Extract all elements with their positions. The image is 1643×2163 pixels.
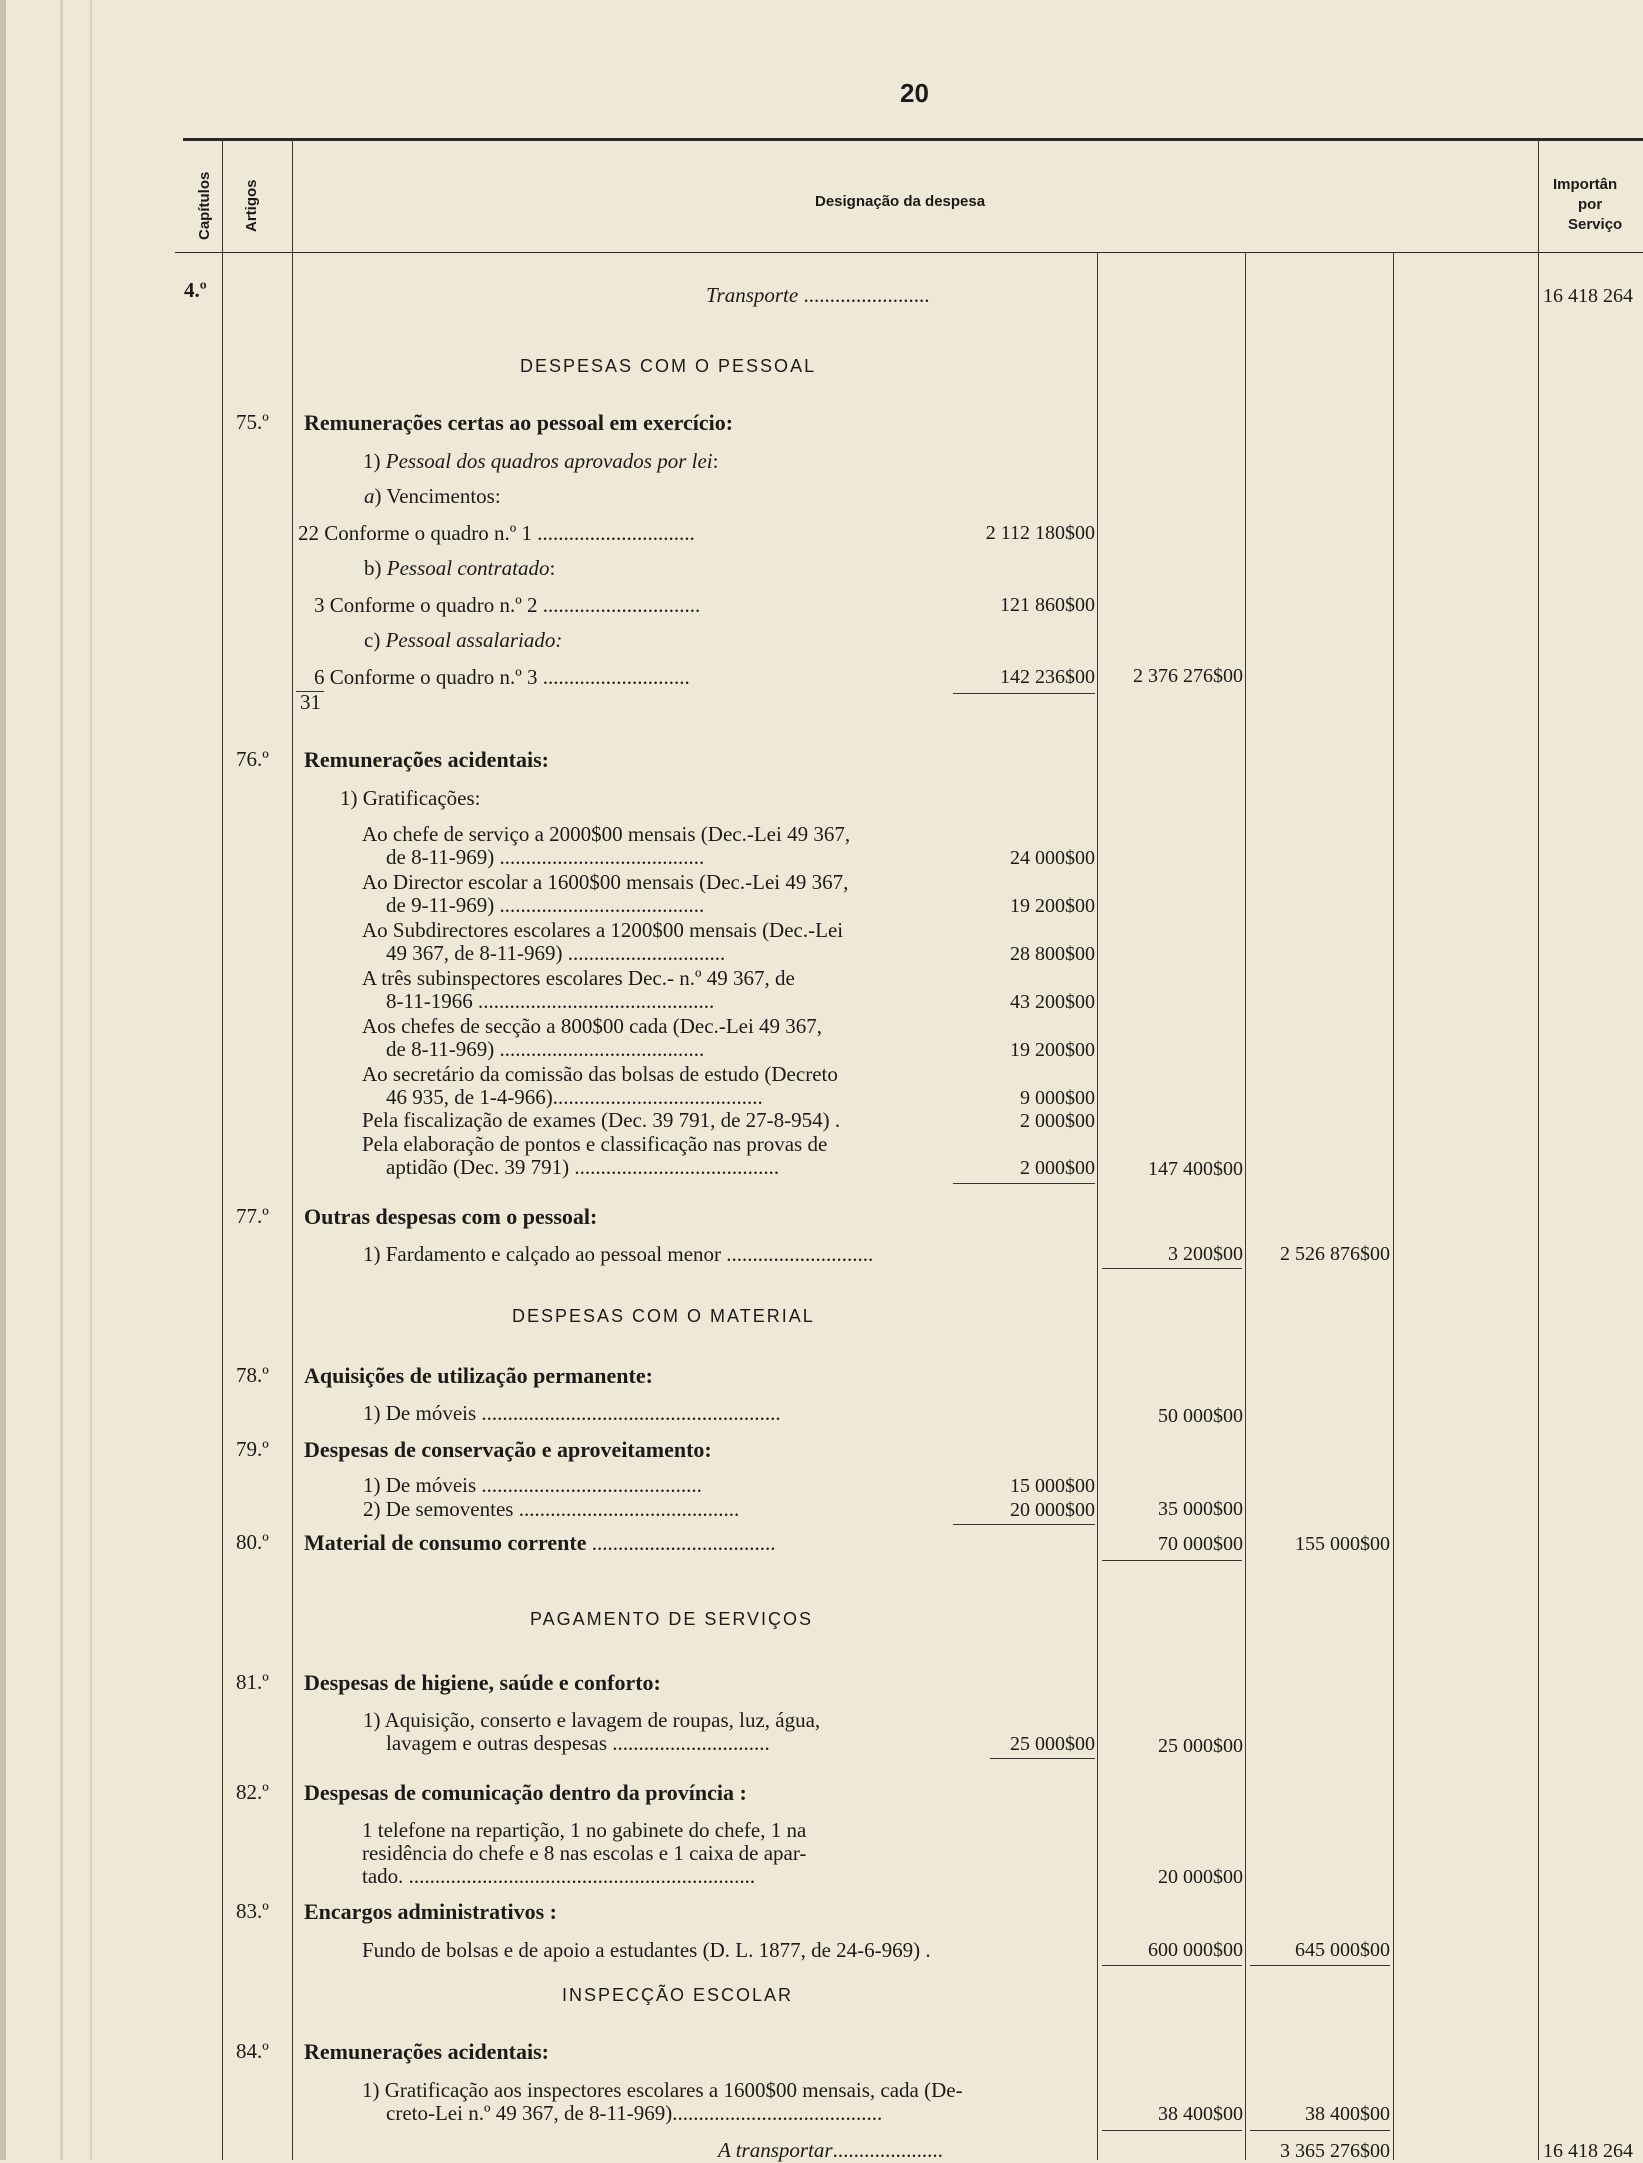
art76-elab-value: 2 000$00 bbox=[1020, 1157, 1095, 1179]
art80-row bbox=[304, 1530, 775, 1556]
art84-line-2: creto-Lei n.º 49 367, de 8-11-969)........................................ bbox=[386, 2101, 883, 2125]
art76-item-6-l2: 46 935, de 1-4-966)........................................ bbox=[386, 1085, 763, 1109]
art84-value: 38 400$00 bbox=[1158, 2103, 1243, 2125]
art78-line: 1) De móveis ......................................................... bbox=[363, 1401, 781, 1425]
art81-number: 81.º bbox=[236, 1670, 269, 1694]
art81-value: 25 000$00 bbox=[1010, 1733, 1095, 1755]
art76-sub1: 1) Gratificações: bbox=[340, 786, 481, 810]
art76-item-6-value: 9 000$00 bbox=[1020, 1087, 1095, 1109]
art82-value: 20 000$00 bbox=[1158, 1866, 1243, 1888]
art79-value-2: 20 000$00 bbox=[1010, 1499, 1095, 1521]
art80-dots: ................................... bbox=[586, 1531, 776, 1555]
art76-item-2-l1: Ao Director escolar a 1600$00 mensais (Dec.-Lei 49 367, bbox=[362, 870, 849, 894]
art75-c-line: 6 Conforme o quadro n.º 3 ............................ bbox=[314, 665, 690, 689]
art79-title: Despesas de conservação e aproveitamento: bbox=[304, 1437, 712, 1462]
art83-total: 645 000$00 bbox=[1295, 1939, 1390, 1961]
art76-number: 76.º bbox=[236, 747, 269, 771]
transporte-dots: ........................ bbox=[798, 283, 930, 307]
art79-subtotal: 35 000$00 bbox=[1158, 1498, 1243, 1520]
art81-line-1: 1) Aquisição, conserto e lavagem de roupas, luz, água, bbox=[363, 1708, 821, 1732]
art76-elab-l2: aptidão (Dec. 39 791) ....................................... bbox=[386, 1155, 780, 1179]
art84-underline-c2 bbox=[1102, 2130, 1242, 2131]
transportar-dots: ..................... bbox=[832, 2138, 943, 2162]
art76-item-1-l1: Ao chefe de serviço a 2000$00 mensais (Dec.-Lei 49 367, bbox=[362, 822, 851, 846]
art80-number: 80.º bbox=[236, 1530, 269, 1554]
header-importancia-2: por bbox=[1578, 196, 1603, 213]
art76-item-5-l2: de 8-11-969) ....................................... bbox=[386, 1037, 705, 1061]
art83-value: 600 000$00 bbox=[1148, 1939, 1243, 1961]
col-rule-artigos bbox=[292, 140, 293, 2160]
art80-value: 70 000$00 bbox=[1158, 1533, 1243, 1555]
art79-line-2: 2) De semoventes .......................................... bbox=[363, 1497, 740, 1521]
header-artigos: Artigos bbox=[243, 179, 260, 232]
col-rule-c3 bbox=[1393, 253, 1394, 2160]
art76-item-4-l2: 8-11-1966 ............................................. bbox=[386, 989, 715, 1013]
art84-title: Remunerações acidentais: bbox=[304, 2039, 550, 2064]
section-material: DESPESAS COM O MATERIAL bbox=[512, 1306, 815, 1326]
art77-value: 3 200$00 bbox=[1168, 1243, 1243, 1265]
art77-total: 2 526 876$00 bbox=[1280, 1243, 1390, 1265]
art77-number: 77.º bbox=[236, 1204, 269, 1228]
art76-item-3-value: 28 800$00 bbox=[1010, 943, 1095, 965]
section-inspeccao: INSPECÇÃO ESCOLAR bbox=[562, 1985, 794, 2005]
art76-fisc-value: 2 000$00 bbox=[1020, 1110, 1095, 1132]
art76-elab-l1: Pela elaboração de pontos e classificação nas provas de bbox=[362, 1132, 828, 1156]
art79-underline-c1 bbox=[953, 1524, 1095, 1525]
transportar-total-c3: 3 365 276$00 bbox=[1280, 2140, 1390, 2162]
header-capitulos: Capítulos bbox=[196, 171, 213, 240]
transportar-total-c4: 16 418 264 bbox=[1543, 2140, 1633, 2162]
transporte-label: Transporte bbox=[706, 283, 799, 307]
art76-title: Remunerações acidentais: bbox=[304, 747, 550, 772]
art83-underline-c3 bbox=[1250, 1965, 1390, 1966]
art84-underline-c3 bbox=[1250, 2130, 1390, 2131]
art78-number: 78.º bbox=[236, 1363, 269, 1387]
art84-number: 84.º bbox=[236, 2039, 269, 2063]
art75-number: 75.º bbox=[236, 410, 269, 434]
art77-underline bbox=[1102, 1268, 1242, 1269]
page-number: 20 bbox=[900, 78, 929, 108]
transportar-row bbox=[718, 2138, 943, 2163]
transporte-total: 16 418 264 bbox=[1543, 285, 1633, 307]
header-bottom-rule bbox=[175, 252, 1643, 253]
art81-line-2: lavagem e outras despesas .............................. bbox=[386, 1731, 770, 1755]
art77-title: Outras despesas com o pessoal: bbox=[304, 1204, 598, 1229]
art76-item-3-l1: Ao Subdirectores escolares a 1200$00 mensais (Dec.-Lei bbox=[362, 918, 844, 942]
art76-item-5-l1: Aos chefes de secção a 800$00 cada (Dec.-Lei 49 367, bbox=[362, 1014, 823, 1038]
section-pessoal: DESPESAS COM O PESSOAL bbox=[520, 356, 817, 376]
art78-title: Aquisições de utilização permanente: bbox=[304, 1363, 653, 1388]
art83-line: Fundo de bolsas e de apoio a estudantes (D. L. 1877, de 24-6-969) . bbox=[362, 1938, 931, 1962]
art76-item-2-value: 19 200$00 bbox=[1010, 895, 1095, 917]
art76-item-5-value: 19 200$00 bbox=[1010, 1039, 1095, 1061]
art75-b: b) Pessoal contratado: bbox=[364, 556, 556, 580]
art76-item-4-value: 43 200$00 bbox=[1010, 991, 1095, 1013]
art83-title: Encargos administrativos : bbox=[304, 1899, 557, 1924]
art77-line: 1) Fardamento e calçado ao pessoal menor ............................ bbox=[363, 1242, 874, 1266]
art75-c-value: 142 236$00 bbox=[1000, 666, 1095, 688]
art75-sub1: 1) Pessoal dos quadros aprovados por lei: bbox=[363, 449, 719, 473]
header-importancia-1: Importân bbox=[1553, 176, 1618, 193]
art84-total: 38 400$00 bbox=[1305, 2103, 1390, 2125]
art80-title: Material de consumo corrente bbox=[304, 1530, 587, 1555]
art76-fisc: Pela fiscalização de exames (Dec. 39 791, de 27-8-954) . bbox=[362, 1108, 841, 1132]
art79-line-1: 1) De móveis .......................................... bbox=[363, 1473, 702, 1497]
art75-b-line: 3 Conforme o quadro n.º 2 .............................. bbox=[314, 593, 701, 617]
art82-number: 82.º bbox=[236, 1780, 269, 1804]
art76-item-1-value: 24 000$00 bbox=[1010, 847, 1095, 869]
art76-underline bbox=[953, 1183, 1095, 1184]
art76-item-3-l2: 49 367, de 8-11-969) .............................. bbox=[386, 941, 726, 965]
art75-a-value: 2 112 180$00 bbox=[985, 522, 1095, 544]
art79-value-1: 15 000$00 bbox=[1010, 1475, 1095, 1497]
art81-title: Despesas de higiene, saúde e conforto: bbox=[304, 1670, 661, 1695]
art82-line-2: residência do chefe e 8 nas escolas e 1 caixa de apar- bbox=[362, 1841, 807, 1865]
header-designacao: Designação da despesa bbox=[815, 193, 986, 210]
art78-value: 50 000$00 bbox=[1158, 1405, 1243, 1427]
art75-c: c) Pessoal assalariado: bbox=[364, 628, 563, 652]
col-rule-capitulos bbox=[222, 140, 223, 2160]
art81-subtotal: 25 000$00 bbox=[1158, 1735, 1243, 1757]
art80-underline bbox=[1102, 1560, 1242, 1561]
art75-underline bbox=[953, 693, 1095, 694]
art76-item-2-l2: de 9-11-969) ....................................... bbox=[386, 893, 705, 917]
art76-item-1-l2: de 8-11-969) ....................................... bbox=[386, 845, 705, 869]
transporte-row bbox=[706, 283, 929, 308]
art82-title: Despesas de comunicação dentro da província : bbox=[304, 1780, 747, 1805]
section-servicos: PAGAMENTO DE SERVIÇOS bbox=[530, 1609, 814, 1629]
art82-line-3: tado. .................................................................. bbox=[362, 1864, 756, 1888]
col-rule-c2 bbox=[1245, 253, 1246, 2160]
art81-underline bbox=[990, 1758, 1095, 1759]
art76-item-6-l1: Ao secretário da comissão das bolsas de estudo (Decreto bbox=[362, 1062, 838, 1086]
art75-a-line: 22 Conforme o quadro n.º 1 .............................. bbox=[298, 521, 695, 545]
art76-item-4-l1: A três subinspectores escolares Dec.- n.º 49 367, de bbox=[362, 966, 795, 990]
art82-line-1: 1 telefone na repartição, 1 no gabinete do chefe, 1 na bbox=[362, 1818, 807, 1842]
art75-b-value: 121 860$00 bbox=[1000, 594, 1095, 616]
art79-number: 79.º bbox=[236, 1437, 269, 1461]
col-rule-designacao bbox=[1097, 253, 1098, 2160]
chapter-number: 4.º bbox=[184, 278, 207, 302]
header-top-rule bbox=[183, 138, 1643, 141]
transportar-label: A transportar bbox=[718, 2138, 833, 2162]
art75-subtotal: 2 376 276$00 bbox=[1133, 665, 1243, 687]
art75-count: 31 bbox=[300, 690, 321, 714]
art83-number: 83.º bbox=[236, 1899, 269, 1923]
art75-title: Remunerações certas ao pessoal em exercício: bbox=[304, 410, 734, 435]
header-importancia-3: Serviço bbox=[1568, 216, 1623, 233]
art84-line-1: 1) Gratificação aos inspectores escolares a 1600$00 mensais, cada (De- bbox=[362, 2078, 963, 2102]
art76-subtotal: 147 400$00 bbox=[1148, 1158, 1243, 1180]
art80-total: 155 000$00 bbox=[1295, 1533, 1390, 1555]
col-rule-c4 bbox=[1538, 140, 1539, 2160]
art75-a: a) Vencimentos: bbox=[364, 484, 501, 508]
art83-underline-c2 bbox=[1102, 1965, 1242, 1966]
